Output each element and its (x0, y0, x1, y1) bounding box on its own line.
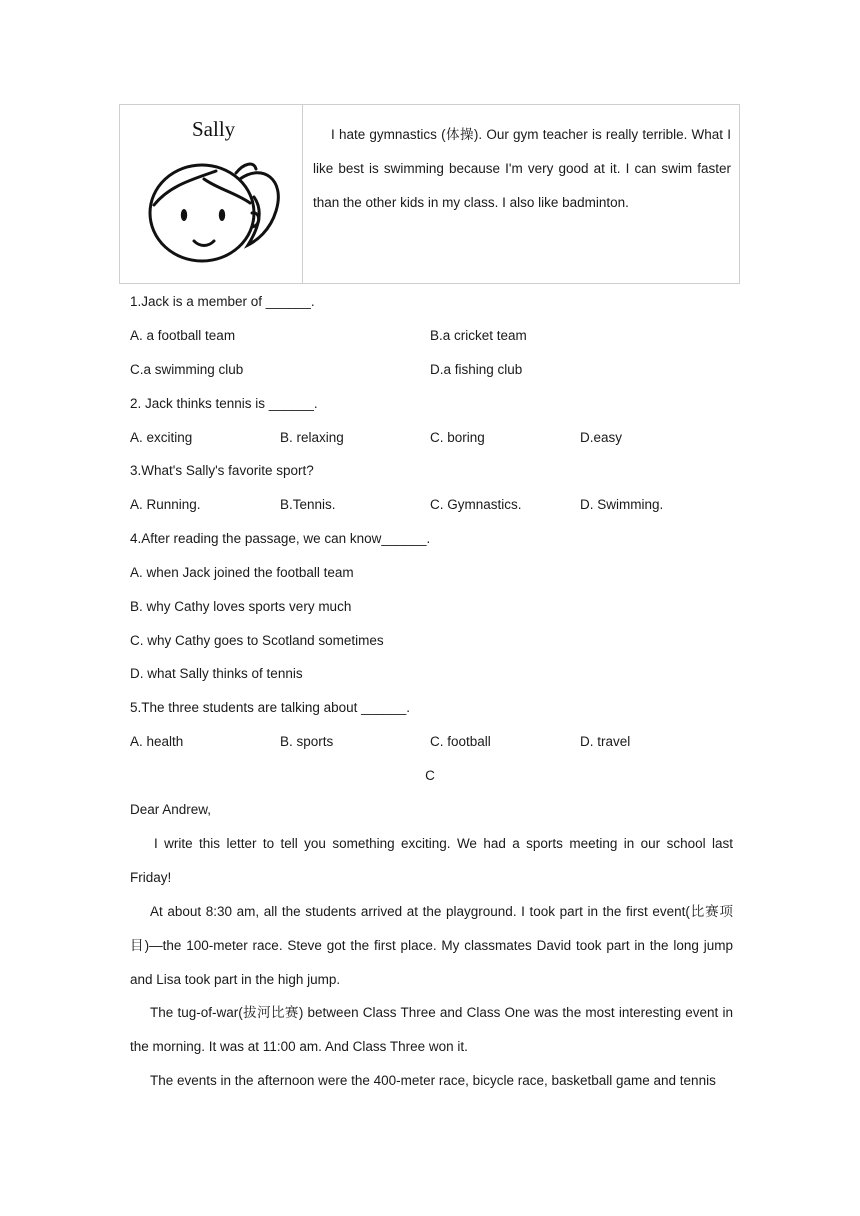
question-2-stem: 2. Jack thinks tennis is ______. (130, 396, 318, 411)
question-5-option-d: D. travel (580, 734, 631, 749)
question-1-option-c: C.a swimming club (130, 362, 244, 377)
letter-greeting: Dear Andrew, (130, 802, 212, 817)
girl-face-icon (144, 149, 284, 269)
question-5-option-c: C. football (430, 734, 491, 749)
sally-card (119, 104, 740, 284)
question-5-option-b: B. sports (280, 734, 334, 749)
question-4-option-b: B. why Cathy loves sports very much (130, 599, 352, 614)
question-1-option-d: D.a fishing club (430, 362, 523, 377)
letter-paragraph-3: The tug-of-war(拔河比赛) between Class Three and Class One was the most interesting event in the morning. It was at 11:00 am. And Class Three won it. (130, 1005, 733, 1054)
question-4-option-a: A. when Jack joined the football team (130, 565, 354, 580)
question-5-option-a: A. health (130, 734, 184, 749)
question-2-option-d: D.easy (580, 430, 623, 445)
question-3-option-d: D. Swimming. (580, 497, 664, 512)
sally-statement-text: I hate gymnastics (体操). Our gym teacher is really terrible. What I like best is swimming because I'm very good at it. I can swim faster than the other kids in my class. I also like badminton. (313, 127, 731, 210)
question-4-option-c: C. why Cathy goes to Scotland sometimes (130, 633, 384, 648)
question-4-stem: 4.After reading the passage, we can know______. (130, 531, 431, 546)
question-3-option-b: B.Tennis. (280, 497, 336, 512)
question-3-stem: 3.What's Sally's favorite sport? (130, 463, 314, 478)
question-1-option-a: A. a football team (130, 328, 236, 343)
question-1-option-b: B.a cricket team (430, 328, 527, 343)
letter-paragraph-2: At about 8:30 am, all the students arrived at the playground. I took part in the first event(比赛项目)—the 100-meter race. Steve got the first place. My classmates David took part in the long jump and Lisa took part in the high jump. (130, 904, 733, 987)
sally-portrait-cell (120, 105, 303, 283)
letter-paragraph-4: The events in the afternoon were the 400-meter race, bicycle race, basketball game and tennis (150, 1073, 716, 1088)
letter-paragraph-1: I write this letter to tell you something exciting. We had a sports meeting in our school last Friday! (130, 836, 733, 885)
portrait-name: Sally (192, 117, 236, 141)
question-2-option-b: B. relaxing (280, 430, 344, 445)
section-c-heading: C (425, 768, 435, 783)
question-2-option-c: C. boring (430, 430, 485, 445)
question-3-option-c: C. Gymnastics. (430, 497, 522, 512)
question-1-stem: 1.Jack is a member of ______. (130, 294, 315, 309)
question-3-option-a: A. Running. (130, 497, 201, 512)
question-5-stem: 5.The three students are talking about ______. (130, 700, 410, 715)
question-4-option-d: D. what Sally thinks of tennis (130, 666, 303, 681)
sally-statement (303, 105, 739, 283)
question-2-option-a: A. exciting (130, 430, 193, 445)
